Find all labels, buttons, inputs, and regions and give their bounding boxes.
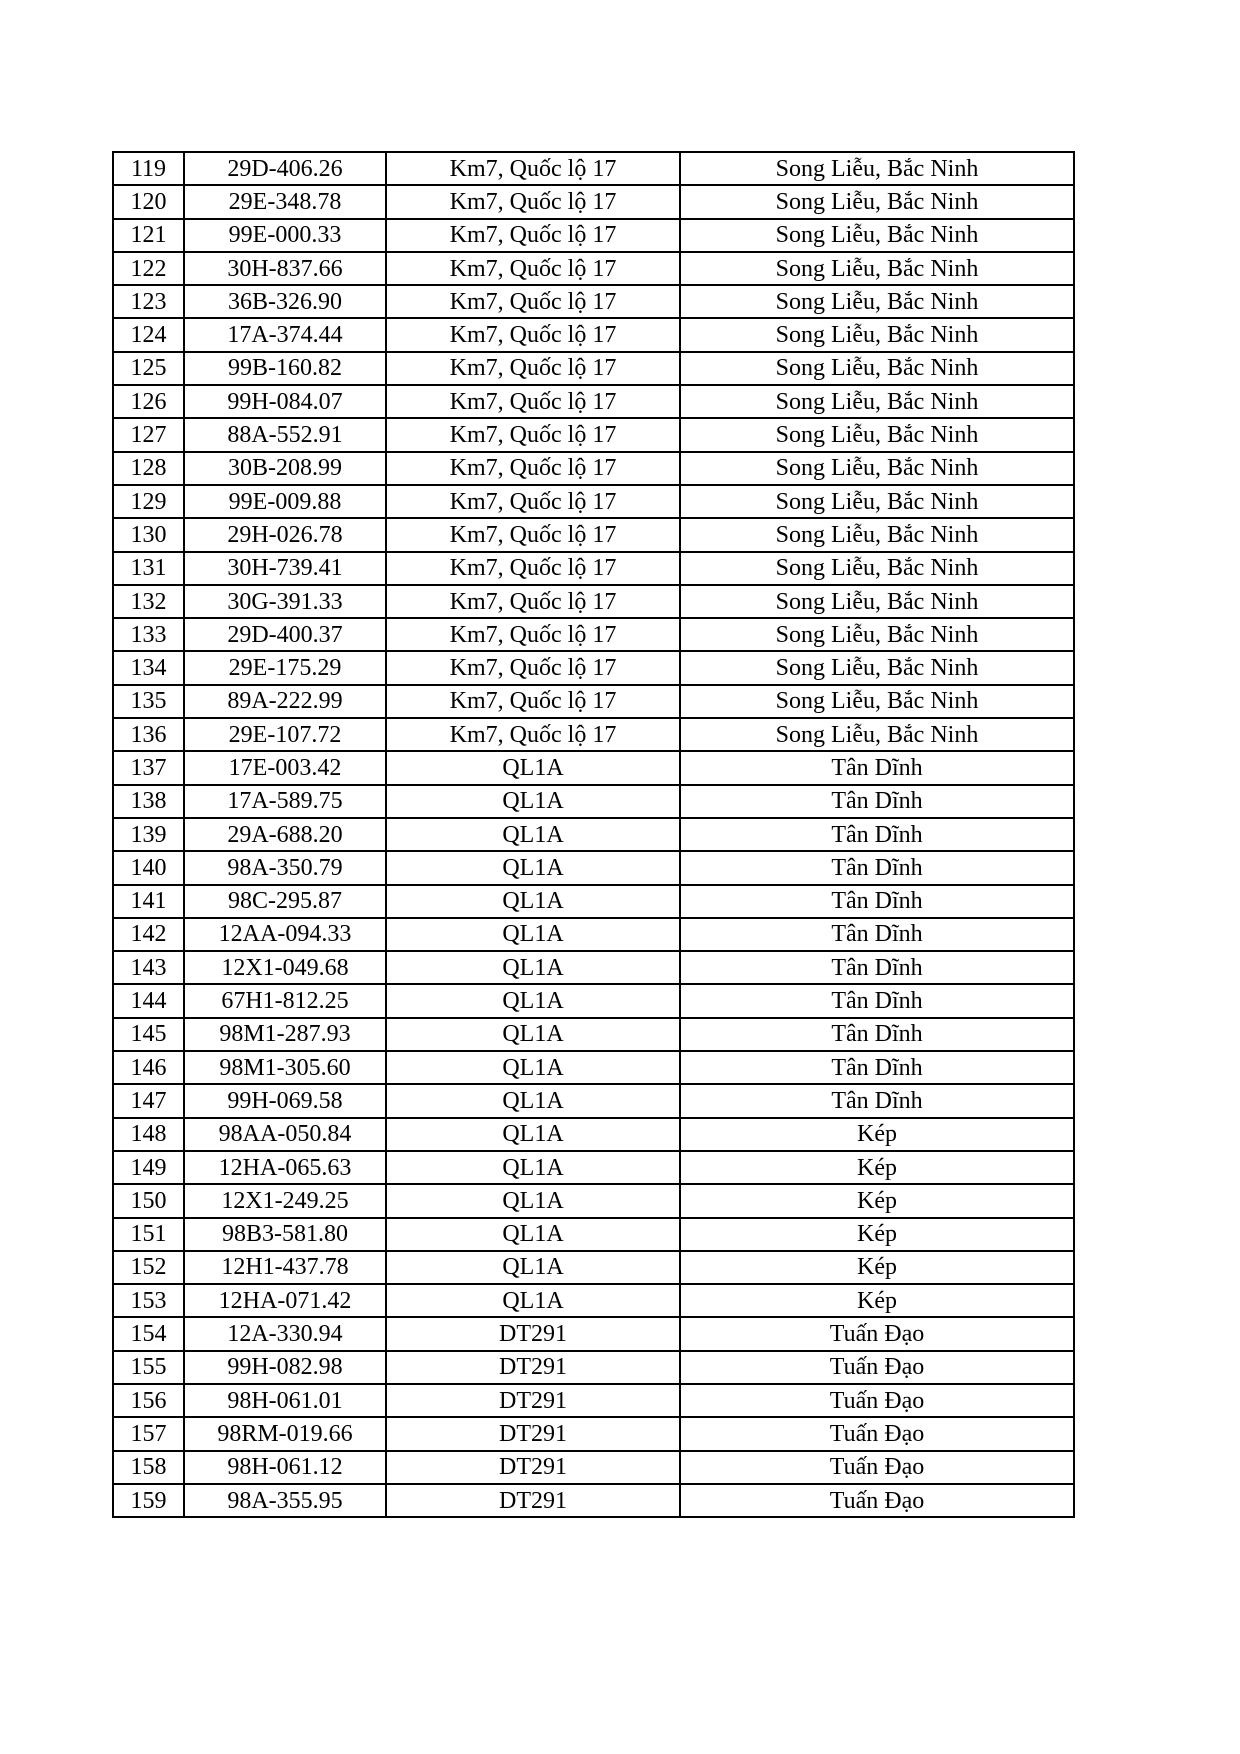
row-number-cell: 124 (113, 318, 184, 351)
row-number-cell: 120 (113, 185, 184, 218)
location-cell: Km7, Quốc lộ 17 (386, 352, 680, 385)
plate-number-cell: 17E-003.42 (184, 751, 386, 784)
plate-number-cell: 88A-552.91 (184, 418, 386, 451)
row-number-cell: 130 (113, 518, 184, 551)
table-row (113, 1018, 1074, 1051)
plate-number-cell: 30B-208.99 (184, 452, 386, 485)
location-cell: QL1A (386, 1218, 680, 1251)
area-cell: Song Liễu, Bắc Ninh (680, 385, 1074, 418)
row-number-cell: 122 (113, 252, 184, 285)
location-cell: QL1A (386, 751, 680, 784)
row-number-cell: 135 (113, 685, 184, 718)
row-number-cell: 119 (113, 152, 184, 185)
row-number-cell: 145 (113, 1018, 184, 1051)
area-cell: Song Liễu, Bắc Ninh (680, 418, 1074, 451)
table-row (113, 219, 1074, 252)
table-row (113, 685, 1074, 718)
plate-number-cell: 98A-355.95 (184, 1484, 386, 1517)
table-row (113, 185, 1074, 218)
vehicle-table (112, 151, 1075, 1518)
row-number-cell: 141 (113, 885, 184, 918)
area-cell: Song Liễu, Bắc Ninh (680, 152, 1074, 185)
plate-number-cell: 99H-069.58 (184, 1084, 386, 1117)
plate-number-cell: 29H-026.78 (184, 518, 386, 551)
plate-number-cell: 12X1-249.25 (184, 1184, 386, 1217)
area-cell: Song Liễu, Bắc Ninh (680, 685, 1074, 718)
location-cell: QL1A (386, 1251, 680, 1284)
table-row (113, 951, 1074, 984)
row-number-cell: 156 (113, 1384, 184, 1417)
location-cell: QL1A (386, 918, 680, 951)
table-row (113, 1384, 1074, 1417)
row-number-cell: 144 (113, 984, 184, 1017)
location-cell: QL1A (386, 951, 680, 984)
location-cell: QL1A (386, 1051, 680, 1084)
table-row (113, 984, 1074, 1017)
area-cell: Tân Dĩnh (680, 1084, 1074, 1117)
row-number-cell: 154 (113, 1317, 184, 1350)
row-number-cell: 136 (113, 718, 184, 751)
table-row (113, 518, 1074, 551)
location-cell: QL1A (386, 885, 680, 918)
table-row (113, 1151, 1074, 1184)
plate-number-cell: 29E-348.78 (184, 185, 386, 218)
table-row (113, 885, 1074, 918)
table-body (113, 152, 1074, 1517)
area-cell: Song Liễu, Bắc Ninh (680, 552, 1074, 585)
row-number-cell: 134 (113, 651, 184, 684)
row-number-cell: 126 (113, 385, 184, 418)
table-row (113, 618, 1074, 651)
row-number-cell: 128 (113, 452, 184, 485)
location-cell: Km7, Quốc lộ 17 (386, 285, 680, 318)
area-cell: Song Liễu, Bắc Ninh (680, 185, 1074, 218)
row-number-cell: 129 (113, 485, 184, 518)
area-cell: Tân Dĩnh (680, 984, 1074, 1017)
area-cell: Song Liễu, Bắc Ninh (680, 318, 1074, 351)
area-cell: Tân Dĩnh (680, 785, 1074, 818)
plate-number-cell: 99B-160.82 (184, 352, 386, 385)
table-row (113, 585, 1074, 618)
area-cell: Kép (680, 1118, 1074, 1151)
row-number-cell: 153 (113, 1284, 184, 1317)
location-cell: DT291 (386, 1484, 680, 1517)
plate-number-cell: 98RM-019.66 (184, 1417, 386, 1450)
location-cell: Km7, Quốc lộ 17 (386, 252, 680, 285)
area-cell: Song Liễu, Bắc Ninh (680, 452, 1074, 485)
row-number-cell: 146 (113, 1051, 184, 1084)
row-number-cell: 121 (113, 219, 184, 252)
row-number-cell: 140 (113, 851, 184, 884)
location-cell: Km7, Quốc lộ 17 (386, 718, 680, 751)
location-cell: DT291 (386, 1384, 680, 1417)
area-cell: Tân Dĩnh (680, 851, 1074, 884)
location-cell: QL1A (386, 1151, 680, 1184)
row-number-cell: 149 (113, 1151, 184, 1184)
plate-number-cell: 98M1-305.60 (184, 1051, 386, 1084)
location-cell: Km7, Quốc lộ 17 (386, 685, 680, 718)
table-row (113, 718, 1074, 751)
area-cell: Song Liễu, Bắc Ninh (680, 219, 1074, 252)
row-number-cell: 151 (113, 1218, 184, 1251)
row-number-cell: 157 (113, 1417, 184, 1450)
area-cell: Tân Dĩnh (680, 918, 1074, 951)
plate-number-cell: 29D-406.26 (184, 152, 386, 185)
table-row (113, 1051, 1074, 1084)
table-row (113, 1351, 1074, 1384)
table-row (113, 152, 1074, 185)
row-number-cell: 148 (113, 1118, 184, 1151)
location-cell: Km7, Quốc lộ 17 (386, 152, 680, 185)
location-cell: Km7, Quốc lộ 17 (386, 385, 680, 418)
plate-number-cell: 98H-061.01 (184, 1384, 386, 1417)
row-number-cell: 159 (113, 1484, 184, 1517)
table-row (113, 418, 1074, 451)
area-cell: Song Liễu, Bắc Ninh (680, 585, 1074, 618)
table-row (113, 318, 1074, 351)
table-row (113, 1184, 1074, 1217)
area-cell: Kép (680, 1251, 1074, 1284)
plate-number-cell: 12X1-049.68 (184, 951, 386, 984)
location-cell: Km7, Quốc lộ 17 (386, 185, 680, 218)
location-cell: QL1A (386, 785, 680, 818)
plate-number-cell: 98B3-581.80 (184, 1218, 386, 1251)
area-cell: Song Liễu, Bắc Ninh (680, 285, 1074, 318)
plate-number-cell: 98M1-287.93 (184, 1018, 386, 1051)
area-cell: Tuấn Đạo (680, 1317, 1074, 1350)
table-row (113, 851, 1074, 884)
location-cell: DT291 (386, 1417, 680, 1450)
plate-number-cell: 99H-082.98 (184, 1351, 386, 1384)
row-number-cell: 147 (113, 1084, 184, 1117)
location-cell: Km7, Quốc lộ 17 (386, 552, 680, 585)
location-cell: DT291 (386, 1451, 680, 1484)
plate-number-cell: 17A-374.44 (184, 318, 386, 351)
area-cell: Song Liễu, Bắc Ninh (680, 518, 1074, 551)
table-row (113, 1451, 1074, 1484)
location-cell: QL1A (386, 1118, 680, 1151)
table-row (113, 785, 1074, 818)
area-cell: Kép (680, 1151, 1074, 1184)
plate-number-cell: 98AA-050.84 (184, 1118, 386, 1151)
plate-number-cell: 67H1-812.25 (184, 984, 386, 1017)
area-cell: Song Liễu, Bắc Ninh (680, 485, 1074, 518)
row-number-cell: 158 (113, 1451, 184, 1484)
location-cell: Km7, Quốc lộ 17 (386, 452, 680, 485)
table-row (113, 651, 1074, 684)
plate-number-cell: 89A-222.99 (184, 685, 386, 718)
plate-number-cell: 29E-175.29 (184, 651, 386, 684)
plate-number-cell: 99E-000.33 (184, 219, 386, 252)
location-cell: Km7, Quốc lộ 17 (386, 618, 680, 651)
location-cell: QL1A (386, 1018, 680, 1051)
row-number-cell: 150 (113, 1184, 184, 1217)
location-cell: Km7, Quốc lộ 17 (386, 219, 680, 252)
location-cell: QL1A (386, 818, 680, 851)
area-cell: Tuấn Đạo (680, 1351, 1074, 1384)
area-cell: Tân Dĩnh (680, 818, 1074, 851)
row-number-cell: 127 (113, 418, 184, 451)
location-cell: QL1A (386, 1284, 680, 1317)
plate-number-cell: 12H1-437.78 (184, 1251, 386, 1284)
row-number-cell: 123 (113, 285, 184, 318)
plate-number-cell: 98H-061.12 (184, 1451, 386, 1484)
location-cell: QL1A (386, 984, 680, 1017)
plate-number-cell: 12HA-071.42 (184, 1284, 386, 1317)
location-cell: Km7, Quốc lộ 17 (386, 651, 680, 684)
area-cell: Kép (680, 1218, 1074, 1251)
table-row (113, 1084, 1074, 1117)
row-number-cell: 125 (113, 352, 184, 385)
plate-number-cell: 12AA-094.33 (184, 918, 386, 951)
plate-number-cell: 99H-084.07 (184, 385, 386, 418)
plate-number-cell: 12HA-065.63 (184, 1151, 386, 1184)
table-row (113, 1118, 1074, 1151)
row-number-cell: 132 (113, 585, 184, 618)
area-cell: Song Liễu, Bắc Ninh (680, 252, 1074, 285)
table-row (113, 818, 1074, 851)
table-row (113, 1417, 1074, 1450)
area-cell: Song Liễu, Bắc Ninh (680, 718, 1074, 751)
plate-number-cell: 17A-589.75 (184, 785, 386, 818)
row-number-cell: 142 (113, 918, 184, 951)
location-cell: DT291 (386, 1317, 680, 1350)
area-cell: Kép (680, 1184, 1074, 1217)
area-cell: Song Liễu, Bắc Ninh (680, 651, 1074, 684)
location-cell: QL1A (386, 1084, 680, 1117)
table-row (113, 485, 1074, 518)
location-cell: QL1A (386, 851, 680, 884)
table-row (113, 1251, 1074, 1284)
area-cell: Tân Dĩnh (680, 1051, 1074, 1084)
plate-number-cell: 30H-739.41 (184, 552, 386, 585)
plate-number-cell: 99E-009.88 (184, 485, 386, 518)
row-number-cell: 155 (113, 1351, 184, 1384)
table-row (113, 1317, 1074, 1350)
area-cell: Tuấn Đạo (680, 1484, 1074, 1517)
area-cell: Tân Dĩnh (680, 1018, 1074, 1051)
plate-number-cell: 29A-688.20 (184, 818, 386, 851)
area-cell: Tân Dĩnh (680, 751, 1074, 784)
row-number-cell: 152 (113, 1251, 184, 1284)
location-cell: DT291 (386, 1351, 680, 1384)
location-cell: Km7, Quốc lộ 17 (386, 518, 680, 551)
area-cell: Tuấn Đạo (680, 1384, 1074, 1417)
area-cell: Song Liễu, Bắc Ninh (680, 618, 1074, 651)
table-row (113, 1484, 1074, 1517)
row-number-cell: 137 (113, 751, 184, 784)
location-cell: Km7, Quốc lộ 17 (386, 418, 680, 451)
plate-number-cell: 98C-295.87 (184, 885, 386, 918)
area-cell: Tuấn Đạo (680, 1451, 1074, 1484)
row-number-cell: 138 (113, 785, 184, 818)
area-cell: Tân Dĩnh (680, 885, 1074, 918)
table-row (113, 285, 1074, 318)
table-row (113, 352, 1074, 385)
plate-number-cell: 30H-837.66 (184, 252, 386, 285)
table-row (113, 751, 1074, 784)
area-cell: Tân Dĩnh (680, 951, 1074, 984)
plate-number-cell: 36B-326.90 (184, 285, 386, 318)
area-cell: Tuấn Đạo (680, 1417, 1074, 1450)
table-row (113, 1218, 1074, 1251)
table-row (113, 452, 1074, 485)
location-cell: QL1A (386, 1184, 680, 1217)
plate-number-cell: 30G-391.33 (184, 585, 386, 618)
plate-number-cell: 29D-400.37 (184, 618, 386, 651)
table-row (113, 1284, 1074, 1317)
location-cell: Km7, Quốc lộ 17 (386, 585, 680, 618)
area-cell: Kép (680, 1284, 1074, 1317)
table-row (113, 552, 1074, 585)
row-number-cell: 143 (113, 951, 184, 984)
location-cell: Km7, Quốc lộ 17 (386, 485, 680, 518)
row-number-cell: 131 (113, 552, 184, 585)
table-row (113, 385, 1074, 418)
location-cell: Km7, Quốc lộ 17 (386, 318, 680, 351)
plate-number-cell: 98A-350.79 (184, 851, 386, 884)
plate-number-cell: 29E-107.72 (184, 718, 386, 751)
area-cell: Song Liễu, Bắc Ninh (680, 352, 1074, 385)
row-number-cell: 133 (113, 618, 184, 651)
plate-number-cell: 12A-330.94 (184, 1317, 386, 1350)
table-row (113, 252, 1074, 285)
table-row (113, 918, 1074, 951)
row-number-cell: 139 (113, 818, 184, 851)
